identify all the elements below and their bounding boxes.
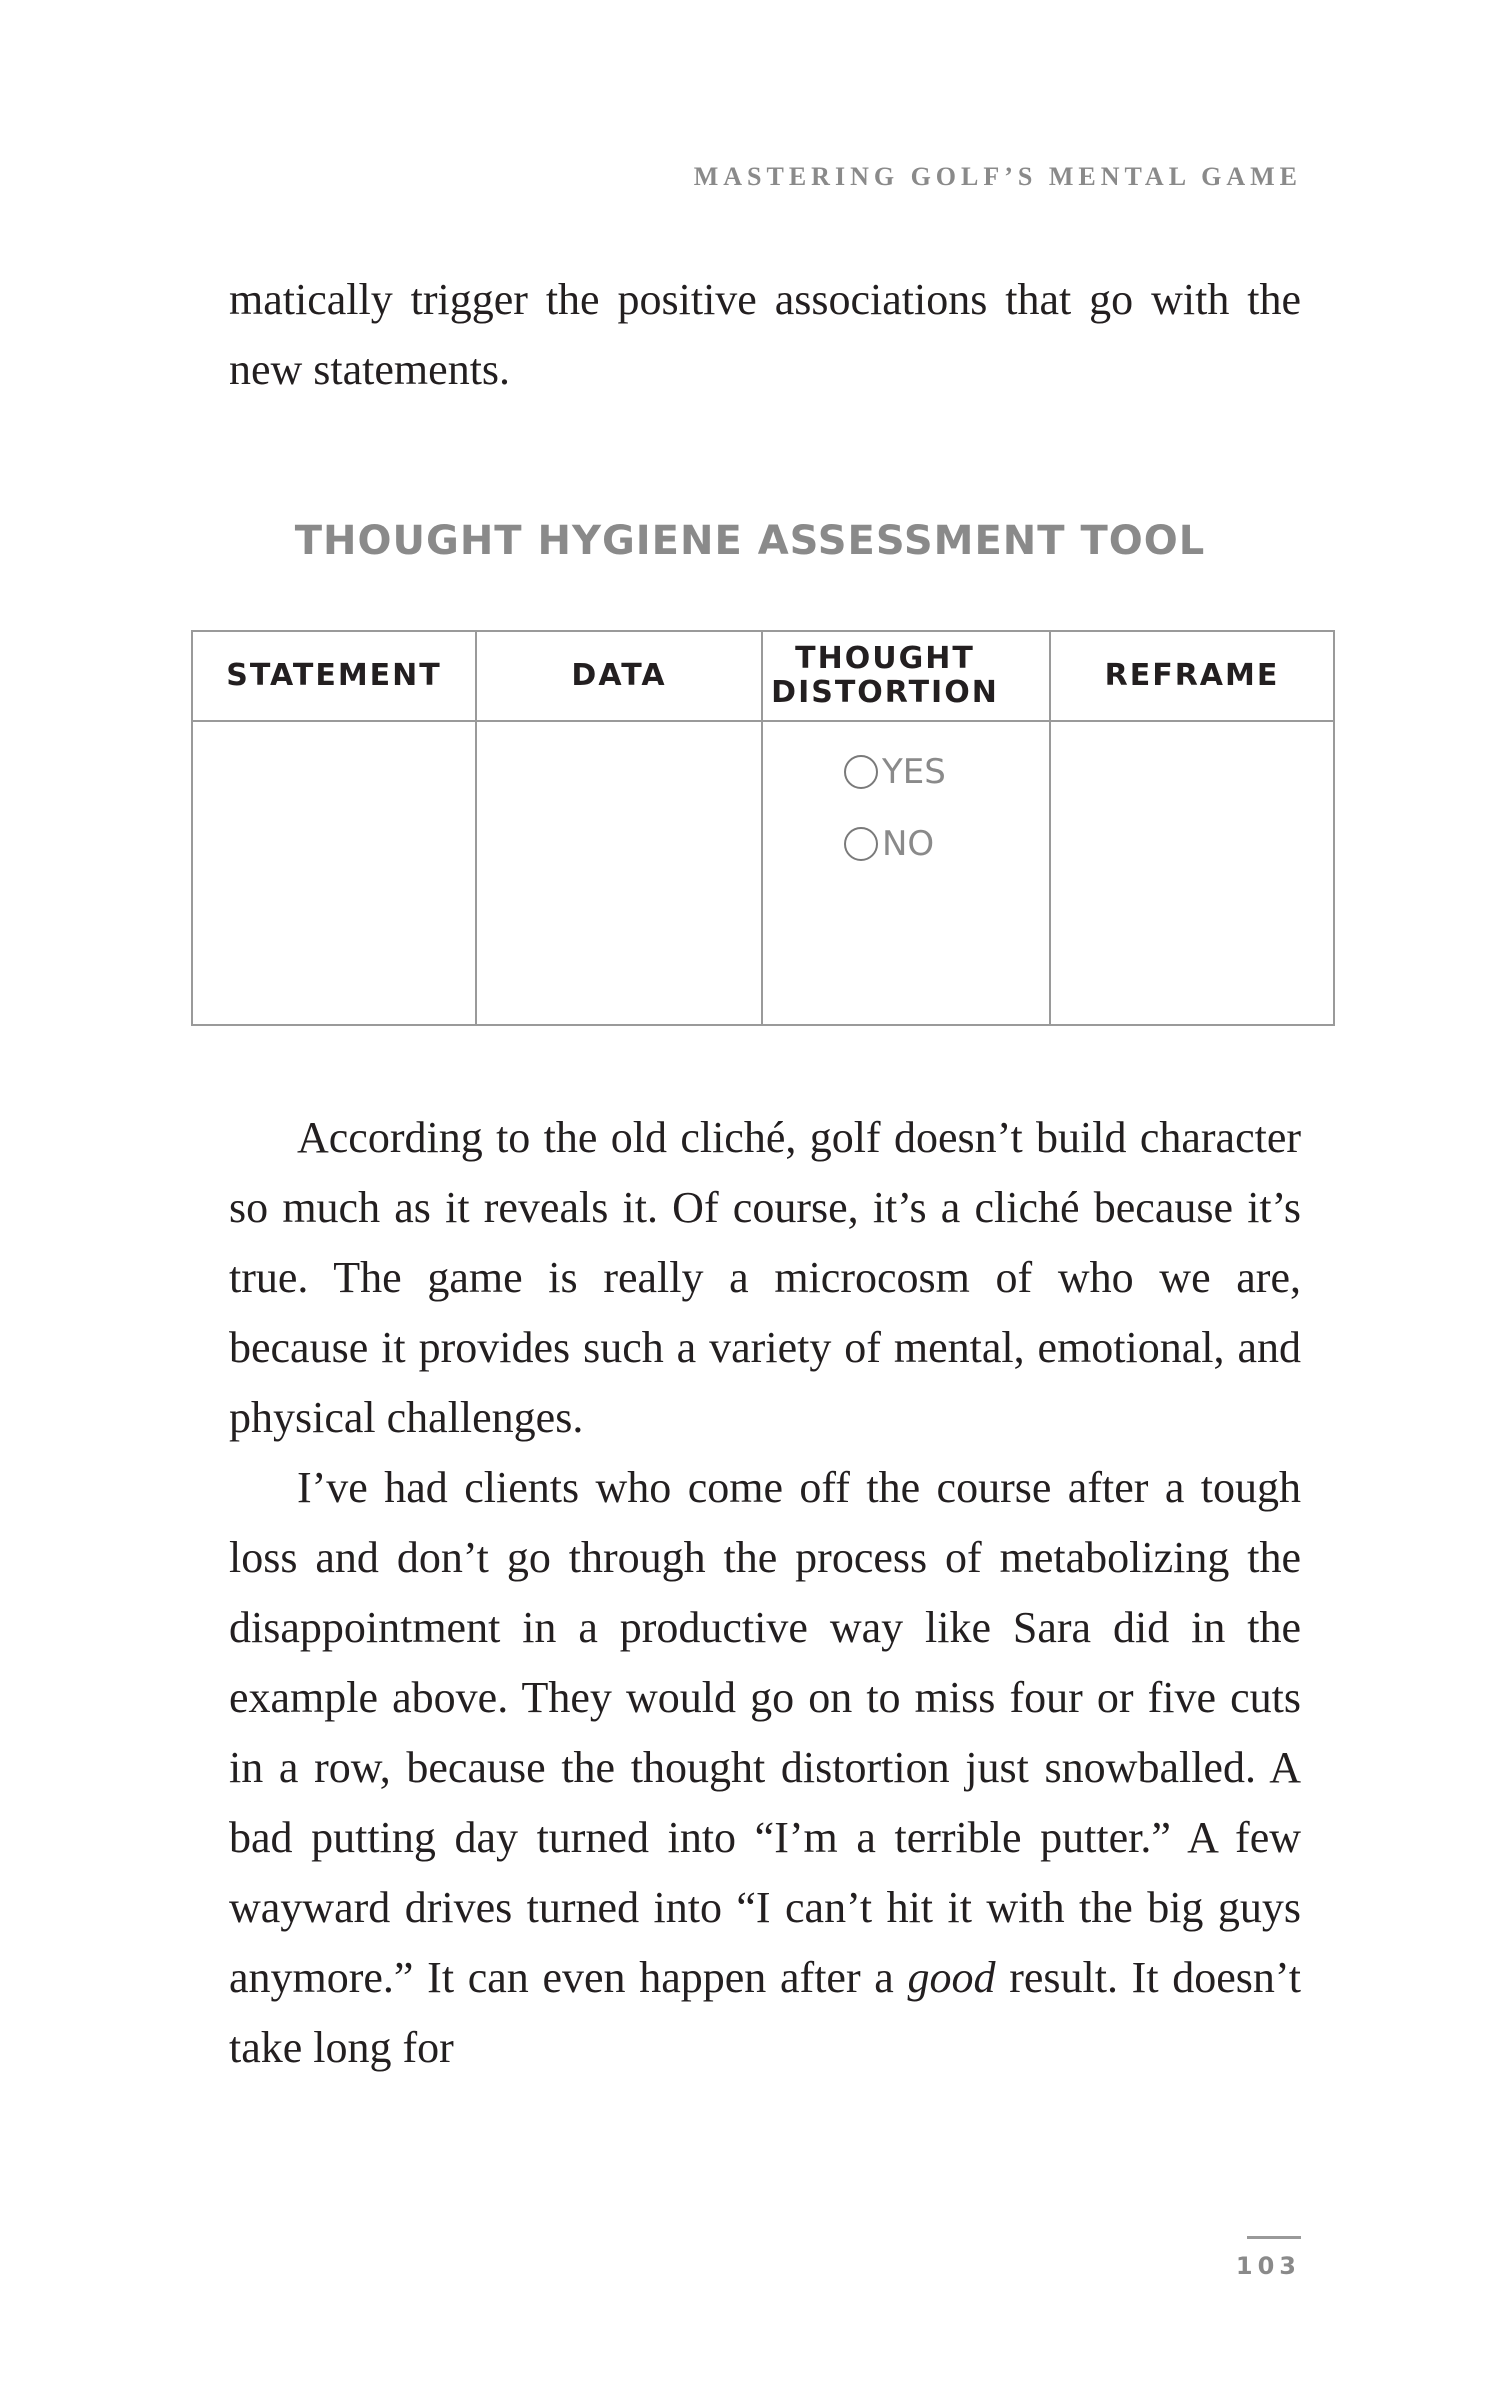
intro-paragraph [229,265,1301,405]
header-statement: STATEMENT [226,658,442,693]
radio-circle-icon[interactable] [844,755,878,789]
page-number: 103 [1235,2252,1301,2280]
radio-yes-label: YES [882,752,946,792]
paragraph-1: According to the old cliché, golf doesn’t build character so much as it reveals it. Of course, it’s a cliché because it’s true. The game is really a microcosm of who we are, because it provides such a variety of mental, emotional, and physical challenges. [229,1113,1301,1442]
folio-rule [1247,2236,1301,2239]
radio-no[interactable] [844,826,946,862]
running-head: MASTERING GOLF’S MENTAL GAME [693,162,1302,191]
header-thought-distortion: THOUGHT DISTORTION [771,641,999,710]
tool-title: THOUGHT HYGIENE ASSESSMENT TOOL [294,518,1206,564]
paragraph-2-text: I’ve had clients who come off the course after a tough loss and don’t go through the process of metabolizing the disappointment in a productive way like Sara did in the example above. They would go on to miss four or five cuts in a row, because the thought distortion just snowballed. A bad putting day turned into “I’m a terrible putter.” A few wayward drives turned into “I can’t hit it with the big guys anymore.” It can even happen after a [229,1463,1301,2002]
radio-yes[interactable] [844,754,946,790]
column-divider [761,632,763,1024]
radio-no-label: NO [882,824,935,864]
intro-text: matically trigger the positive associations that go with the new statements. [229,275,1301,394]
paragraph-2-tail: result. It doesn’t take long for [229,1953,1301,2072]
header-data: DATA [571,658,667,693]
radio-circle-icon[interactable] [844,827,878,861]
distortion-radio-group [844,754,946,898]
header-reframe: REFRAME [1104,658,1280,693]
paragraph-2 [229,1453,1301,2083]
emphasis-good: good [907,1953,996,2002]
main-body [229,1103,1301,2083]
assessment-table [191,630,1335,1026]
header-divider [193,720,1333,722]
